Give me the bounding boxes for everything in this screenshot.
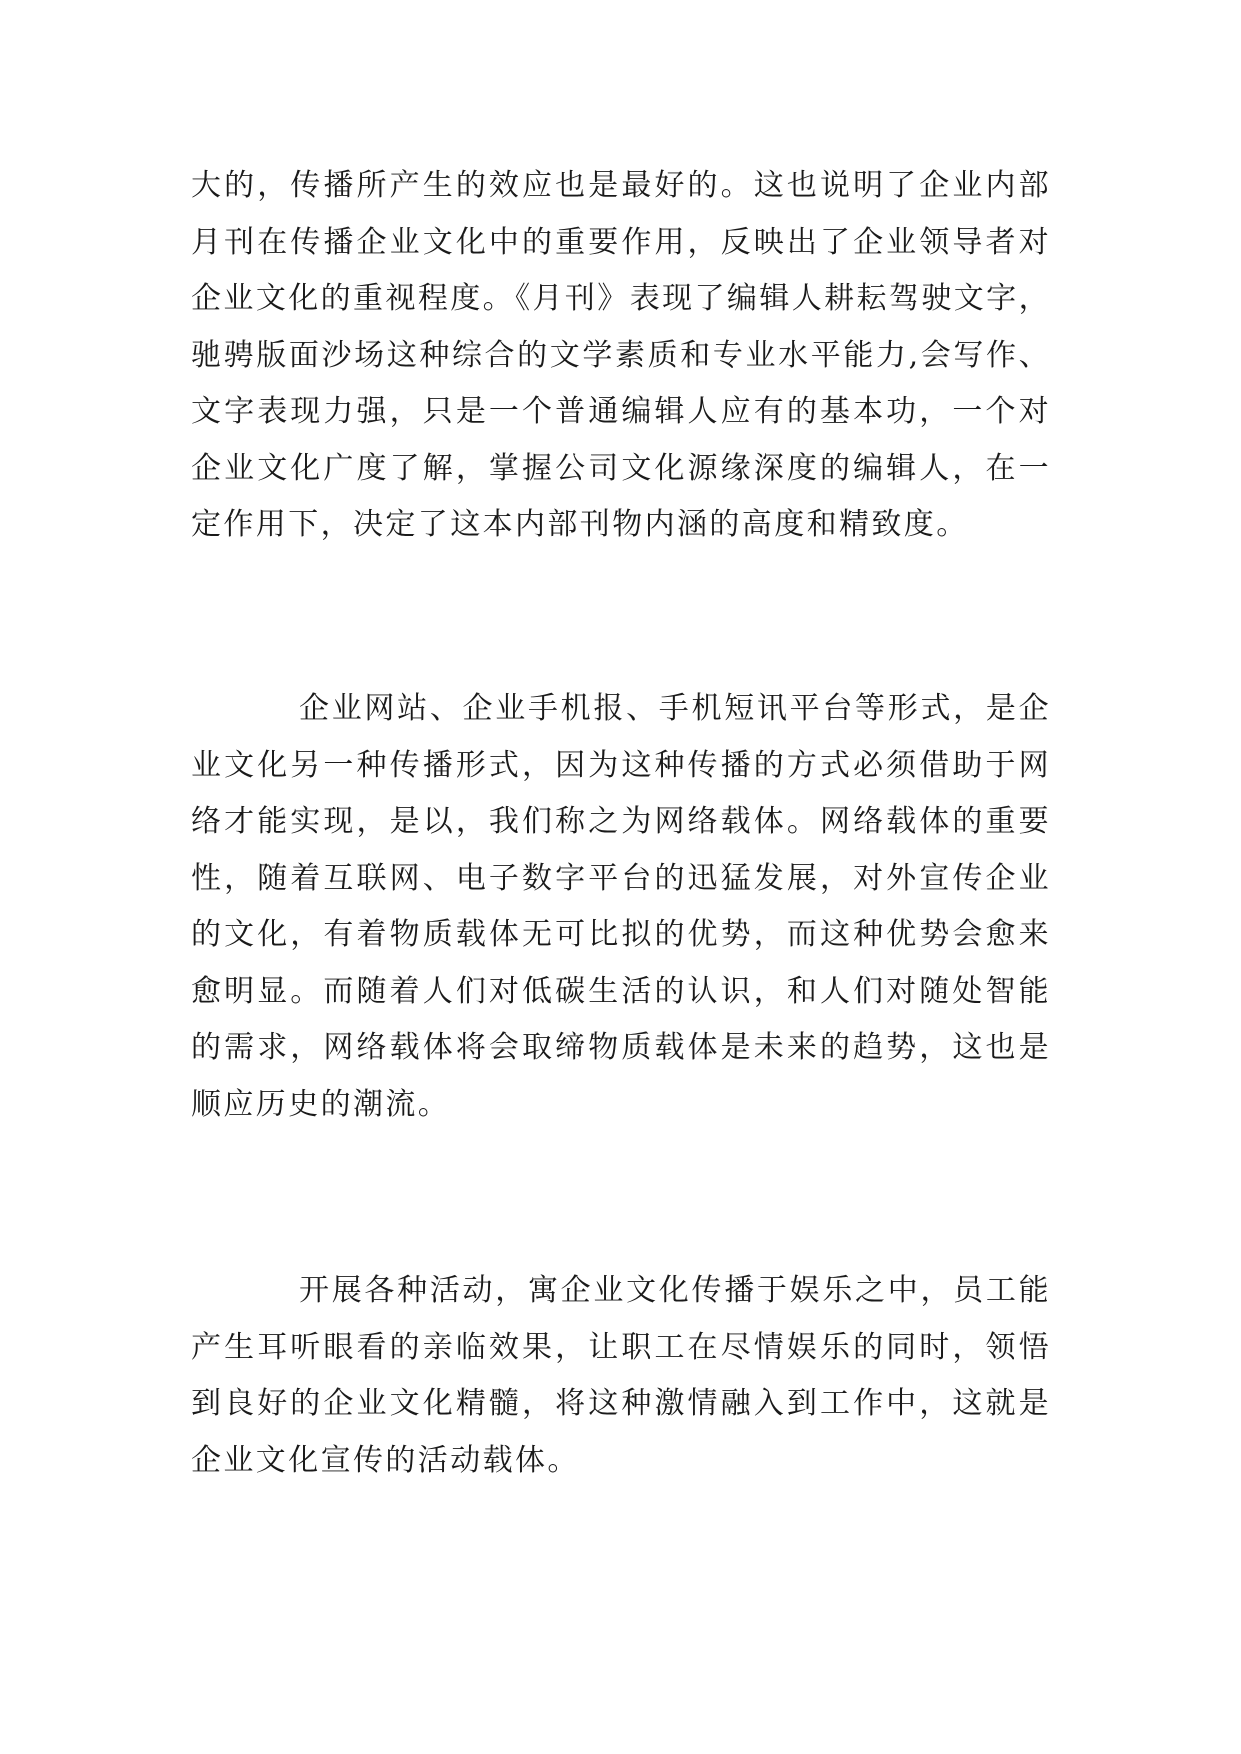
paragraph-network-carrier: 企业网站、企业手机报、手机短讯平台等形式，是企业文化另一种传播形式，因为这种传播的方式必须借助于网络才能实现，是以，我们称之为网络载体。网络载体的重要性，随着互联网、电子数字平台的迅猛发展，对外宣传企业的文化，有着物质载体无可比拟的优势，而这种优势会愈来愈明显。而随着人们对低碳生活的认识，和人们对随处智能的需求，网络载体将会取缔物质载体是未来的趋势，这也是顺应历史的潮流。 (191, 691, 1051, 1122)
paragraph-continued: 大的，传播所产生的效应也是最好的。这也说明了企业内部月刊在传播企业文化中的重要作用，反映出了企业领导者对企业文化的重视程度。《月刊》表现了编辑人耕耘驾驶文字，驰骋版面沙场这种综合的文学素质和专业水平能力,会写作、文字表现力强，只是一个普通编辑人应有的基本功，一个对企业文化广度了解，掌握公司文化源缘深度的编辑人，在一定作用下，决定了这本内部刊物内涵的高度和精致度。 (191, 168, 1051, 542)
paragraph-activity-carrier: 开展各种活动，寓企业文化传播于娱乐之中，员工能产生耳听眼看的亲临效果，让职工在尽情娱乐的同时，领悟到良好的企业文化精髓，将这种激情融入到工作中，这就是企业文化宣传的活动载体。 (191, 1273, 1051, 1478)
